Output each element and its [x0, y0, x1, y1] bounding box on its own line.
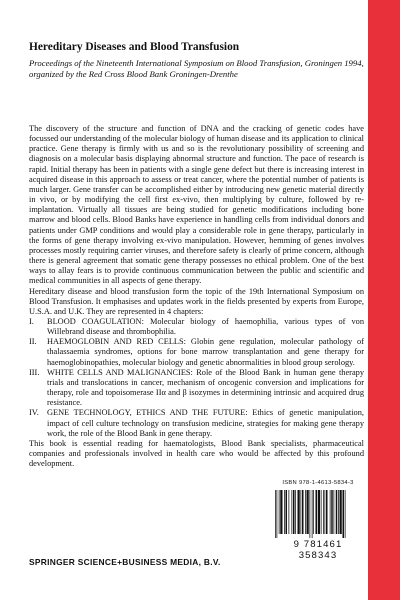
chapter-number: III. [29, 367, 40, 377]
barcode-bar [284, 490, 285, 534]
chapter-item [29, 368, 364, 409]
barcode-bar [340, 490, 342, 534]
barcode-bar [334, 490, 335, 534]
barcode-bar [321, 490, 322, 534]
book-title: Hereditary Diseases and Blood Transfusion [29, 41, 240, 53]
red-spine-strip [368, 0, 400, 600]
chapter-description: BLOOD COAGULATION: Molecular biology of haemophilia, various types of von Willebrand disease and thrombophilia. [47, 316, 364, 337]
barcode-bar [301, 490, 302, 534]
barcode-bar [330, 490, 331, 534]
barcode-bar [293, 490, 295, 534]
closing-paragraph: This book is essential reading for haematologists, Blood Bank specialists, pharmaceutical companies and professionals involved in health care who would be affected by this profound development. [29, 438, 364, 469]
barcode-bar [312, 490, 313, 538]
barcode-bar [305, 490, 306, 534]
barcode-bar [331, 490, 333, 534]
intro-paragraph: The discovery of the structure and function of DNA and the cracking of genetic codes have focussed our understanding of the molecular biology of human disease and its application to clinical practice. Gene therapy is firmly with us and so is the revolutionary possibility of screening and diagnosis on a molecular basis displaying abnormal structure and function. The pace of research is rapid. Initial therapy has been in patients with a single gene defect but there is increasing interest in acquired disease in this approach to assess or treat cancer, where the potential number of patients is much larger. Gene transfer can be accomplished either by introducing new genetic material directly in vivo, or by modifying the cell first ex-vivo, then multiplying by culture, followed by re-implantation. Virtually all tissues are being studied for genetic modifications including bone marrow and blood cells. Blood Banks have experience in handling cells from individual donors and patients under GMP conditions and would play a considerable role in gene therapy, particularly in the forms of gene therapy involving ex-vivo manipulation. However, hemming of genes involves processes mostly requiring carrier viruses, and therefore safety is clearly of prime concern, although there is general agreement that somatic gene therapy possesses no ethical problem. One of the best ways to allay fears is to provide continuous communication between the public and scientific and medical communities in all aspects of gene therapy. [29, 124, 364, 286]
topic-paragraph: Hereditary disease and blood transfusion form the topic of the 19th International Symposium on Blood Transfusion. It emphasises and updates work in the fields presented by experts from Europe, U.S.A. and U.K. They are represented in 4 chapters: [29, 286, 364, 316]
barcode-bar [338, 490, 339, 534]
chapter-number: IV. [29, 408, 39, 418]
barcode-bar [316, 490, 318, 534]
chapter-number: II. [29, 337, 37, 347]
chapter-number: I. [29, 316, 34, 326]
barcode-bar [277, 490, 278, 538]
barcode [273, 490, 363, 561]
barcode-bar [307, 490, 309, 534]
barcode-bar [298, 490, 300, 534]
barcode-bar [275, 490, 276, 538]
barcode-bar [326, 490, 328, 534]
barcode-bar [289, 490, 290, 534]
barcode-bar [325, 490, 326, 534]
chapter-item [29, 408, 364, 438]
chapter-item [29, 337, 364, 367]
barcode-bar [302, 490, 304, 534]
publisher-name: SPRINGER SCIENCE+BUSINESS MEDIA, B.V. [29, 557, 221, 567]
chapter-description: GENE TECHNOLOGY, ETHICS AND THE FUTURE: Ethics of genetic manipulation, impact of cell culture technology on transfusion medicine, strategies for making gene therapy work, the role of the Blood Bank in gene therapy. [47, 408, 364, 438]
isbn-label: ISBN 978-1-4613-5834-3 [282, 480, 354, 486]
barcode-bar [310, 490, 311, 538]
barcode-bar [280, 490, 282, 534]
barcode-bar [345, 490, 346, 538]
chapter-description: HAEMOGLOBIN AND RED CELLS: Globin gene regulation, molecular pathology of thalassaemia syndromes, options for bone marrow transplantation and gene therapy for haemoglobinopathies, molecular biology and genetic abnormalities in blood group serology. [47, 337, 364, 367]
barcode-bar [318, 490, 320, 534]
barcode-number: 9 781461 358343 [293, 539, 343, 561]
chapter-description: WHITE CELLS AND MALIGNANCIES: Role of the Blood Bank in human gene therapy trials and translocations in cancer, mechanism of oncogenic conversion and implications for therapy, role and topoisomerase IIα and β isozymes in determining intrinsic and acquired drug resistance. [47, 367, 364, 408]
barcode-bar [313, 490, 314, 534]
barcode-bar [343, 490, 345, 538]
barcode-bar [295, 490, 296, 534]
chapter-item [29, 317, 364, 337]
barcode-bar [336, 490, 338, 534]
barcode-bar [292, 490, 293, 534]
barcode-bars [273, 490, 363, 538]
book-subtitle: Proceedings of the Nineteenth International Symposium on Blood Transfusion, Groningen 1994, organized by the Red Cross Blood Bank Groningen-Drenthe [29, 58, 364, 79]
cover-content [29, 40, 364, 469]
barcode-bar [323, 490, 324, 534]
barcode-bar [279, 490, 280, 534]
blurb [29, 124, 364, 469]
barcode-bar [286, 490, 288, 534]
